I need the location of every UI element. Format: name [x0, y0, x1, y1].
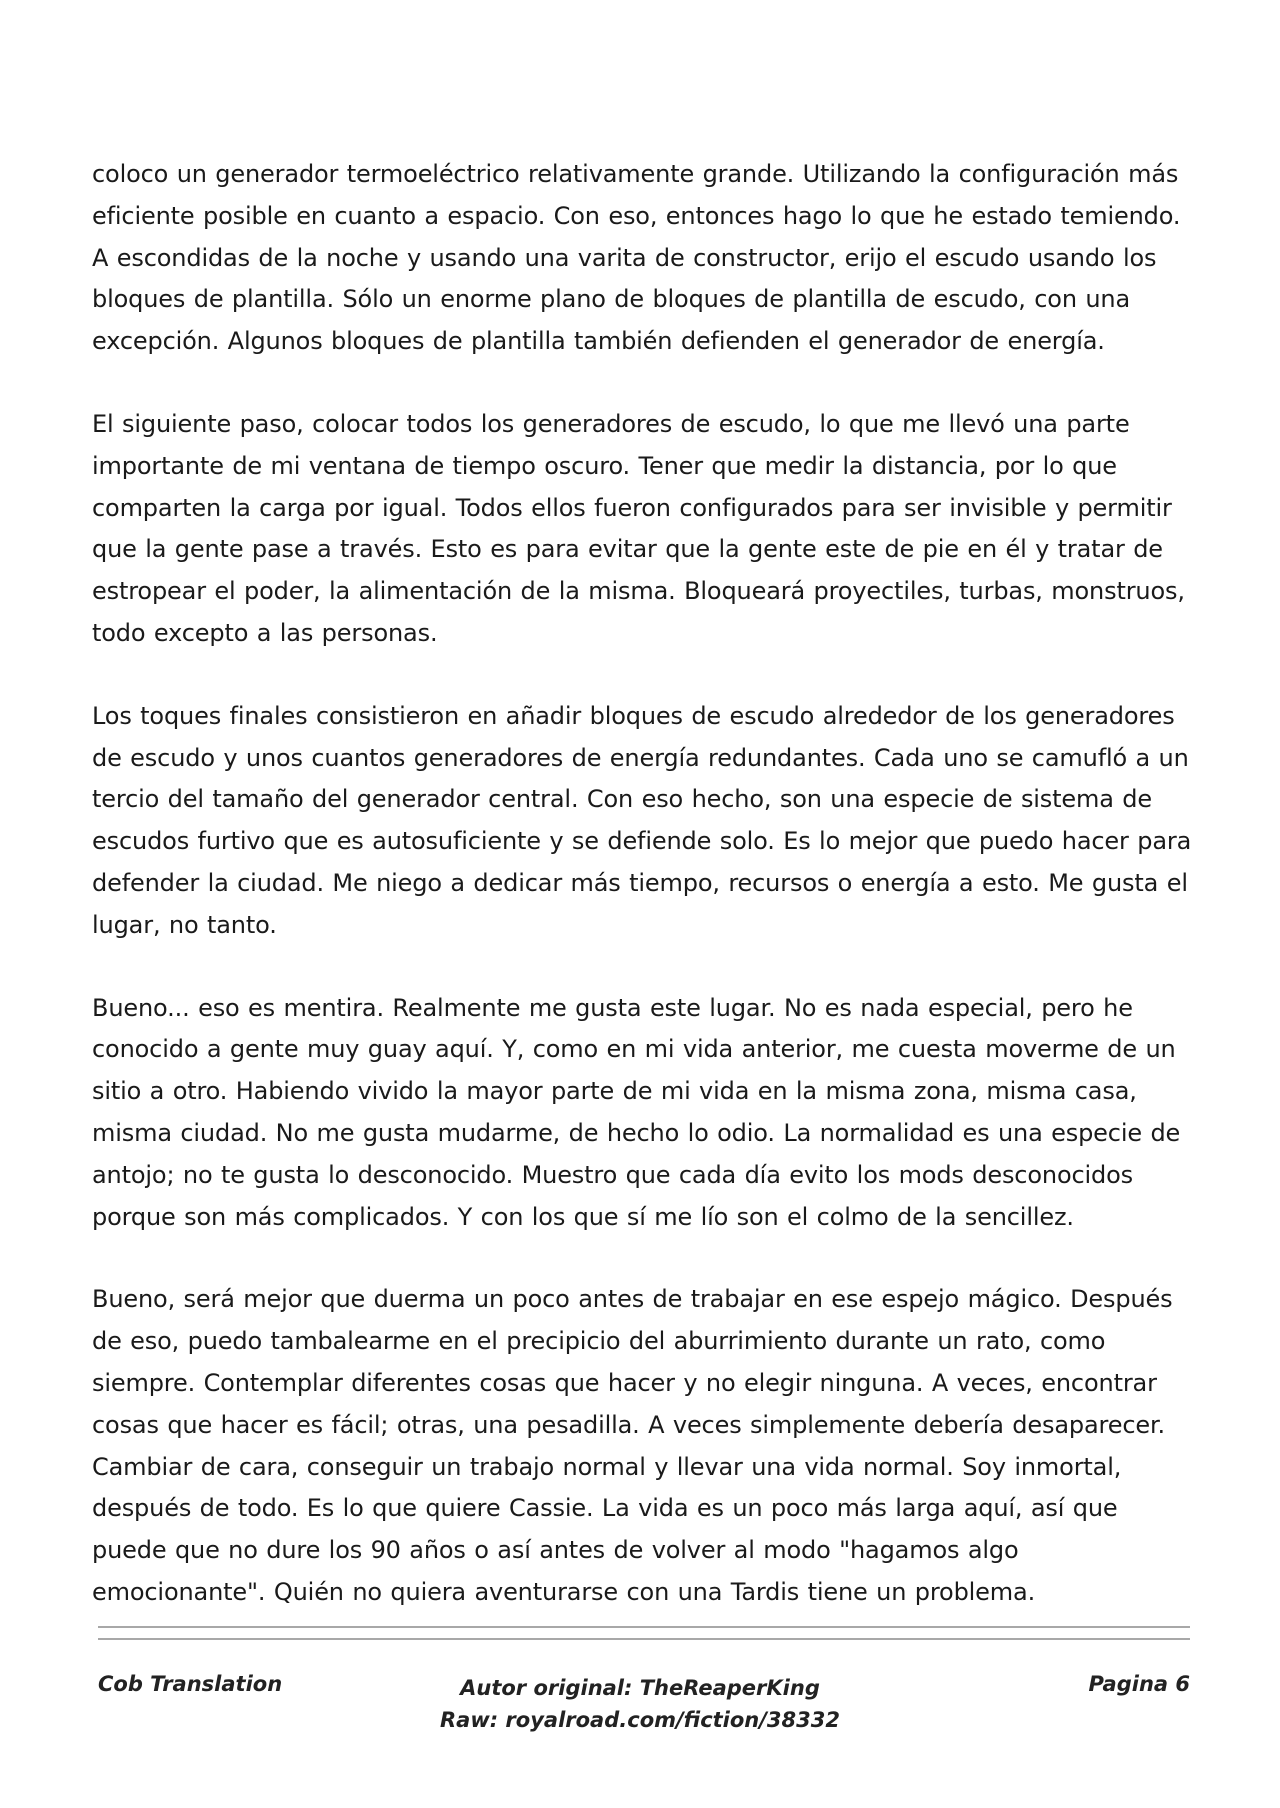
footer-author: Autor original: TheReaperKing [460, 1676, 820, 1700]
paragraph-3: Los toques finales consistieron en añadir bloques de escudo alrededor de los generadores de escudo y unos cuantos generadores de energía redundantes. Cada uno se camufló a un tercio del tamaño del generador central. Con eso hecho, son una especie de sistema de escudos furtivo que es autosuficiente y se defiende solo. Es lo mejor que puedo hacer para defender la ciudad. Me niego a dedicar más tiempo, recursos o energía a esto. Me gusta el lugar, no tanto. [92, 701, 1192, 939]
footer-credits [420, 1672, 860, 1736]
paragraph-1: coloco un generador termoeléctrico relativamente grande. Utilizando la configuración más eficiente posible en cuanto a espacio. Con eso, entonces hago lo que he estado temiendo. A escondidas de la noche y usando una varita de constructor, erijo el escudo usando los bloques de plantilla. Sólo un enorme plano de bloques de plantilla de escudo, con una excepción. Algunos bloques de plantilla también defienden el generador de energía. [92, 160, 1181, 356]
body-text [92, 154, 1192, 1655]
footer-translator: Cob Translation [98, 1672, 283, 1696]
paragraph-2: El siguiente paso, colocar todos los generadores de escudo, lo que me llevó una parte importante de mi ventana de tiempo oscuro. Tener que medir la distancia, por lo que comparten la carga por igual. Todos ellos fueron configurados para ser invisible y permitir que la gente pase a través. Esto es para evitar que la gente este de pie en él y tratar de estropear el poder, la alimentación de la misma. Bloqueará proyectiles, turbas, monstruos, todo excepto a las personas. [92, 409, 1185, 647]
footer-divider-bottom [98, 1638, 1190, 1640]
footer-page-number: Pagina 6 [1088, 1672, 1190, 1696]
footer-divider-top [98, 1626, 1190, 1628]
footer-source: Raw: royalroad.com/fiction/38332 [439, 1708, 840, 1732]
paragraph-5: Bueno, será mejor que duerma un poco antes de trabajar en ese espejo mágico. Después de eso, puedo tambalearme en el precipicio del aburrimiento durante un rato, como siempre. Contemplar diferentes cosas que hacer y no elegir ninguna. A veces, encontrar cosas que hacer es fácil; otras, una pesadilla. A veces simplemente debería desaparecer. Cambiar de cara, conseguir un trabajo normal y llevar una vida normal. Soy inmortal, después de todo. Es lo que quiere Cassie. La vida es un poco más larga aquí, así que puede que no dure los 90 años o así antes de volver al modo "hagamos algo emocionante". Quién no quiera aventurarse con una Tardis tiene un problema. [92, 1285, 1173, 1606]
paragraph-4: Bueno... eso es mentira. Realmente me gusta este lugar. No es nada especial, pero he conocido a gente muy guay aquí. Y, como en mi vida anterior, me cuesta moverme de un sitio a otro. Habiendo vivido la mayor parte de mi vida en la misma zona, misma casa, misma ciudad. No me gusta mudarme, de hecho lo odio. La normalidad es una especie de antojo; no te gusta lo desconocido. Muestro que cada día evito los mods desconocidos porque son más complicados. Y con los que sí me lío son el colmo de la sencillez. [92, 993, 1181, 1231]
